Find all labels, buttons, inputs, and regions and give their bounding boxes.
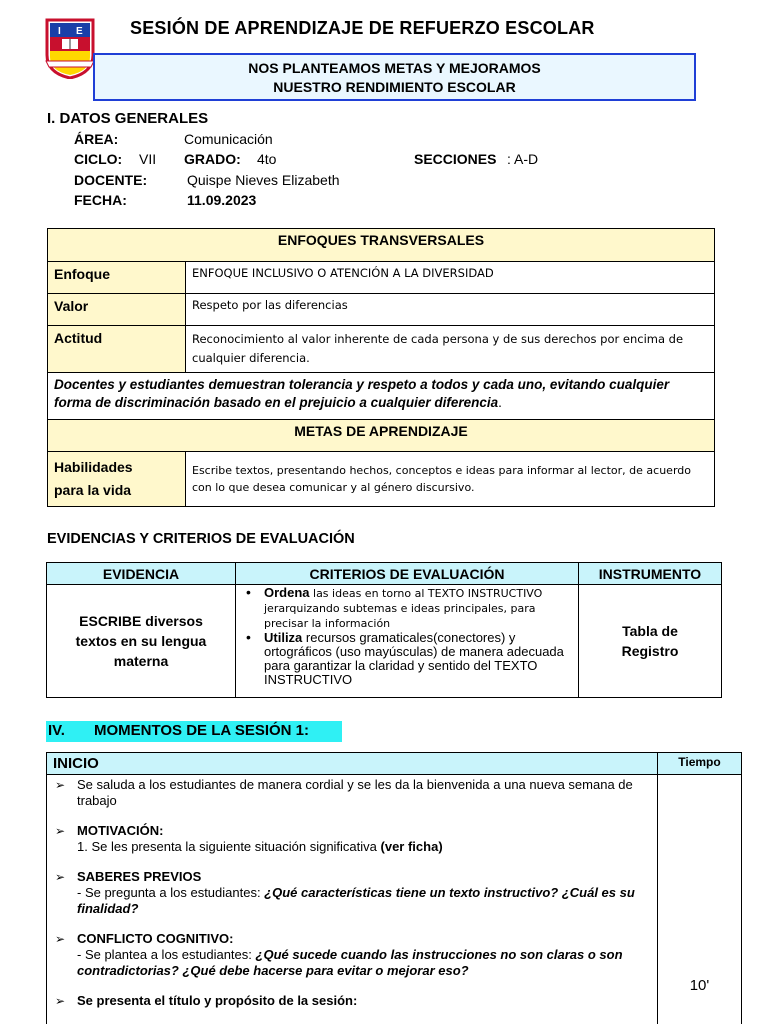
banner-line-2: NUESTRO RENDIMIENTO ESCOLAR bbox=[273, 79, 516, 95]
list-item bbox=[55, 931, 657, 979]
inicio-header: INICIO bbox=[47, 753, 658, 775]
enfoques-header: ENFOQUES TRANSVERSALES bbox=[48, 229, 715, 262]
criterio2-text: recursos gramaticales(conectores) y ortográficos (uso mayúsculas) de manera adecuada para garantizar la claridad y sentido del TEXTO INSTRUCTIVO bbox=[264, 630, 564, 687]
criterios-cell bbox=[236, 585, 579, 698]
docente-value: Quispe Nieves Elizabeth bbox=[187, 172, 340, 188]
saberes-text: - Se pregunta a los estudiantes: bbox=[77, 885, 265, 900]
arrow-bullet-icon: ➢ bbox=[55, 870, 66, 884]
instrumento-line2: Registro bbox=[621, 643, 679, 659]
arrow-bullet-icon: ➢ bbox=[55, 994, 66, 1008]
fecha-value: 11.09.2023 bbox=[187, 192, 257, 208]
session-banner bbox=[93, 53, 696, 101]
valor-text: Respeto por las diferencias bbox=[186, 294, 715, 326]
motivacion-title: MOTIVACIÓN: bbox=[77, 823, 164, 838]
banner-line-1: NOS PLANTEAMOS METAS Y MEJORAMOS bbox=[248, 60, 541, 76]
datos-generales-heading: I. DATOS GENERALES bbox=[47, 110, 209, 127]
conflicto-title: CONFLICTO COGNITIVO: bbox=[77, 931, 234, 946]
list-item bbox=[55, 993, 657, 1009]
evidencia-cell: ESCRIBE diversos textos en su lengua materna bbox=[47, 585, 236, 698]
valor-label: Valor bbox=[48, 294, 186, 326]
motivacion-bold: (ver ficha) bbox=[380, 839, 443, 854]
list-item bbox=[55, 869, 657, 917]
list-item bbox=[55, 823, 657, 855]
col-evidencia: EVIDENCIA bbox=[47, 563, 236, 585]
secciones-label: SECCIONES bbox=[414, 151, 497, 167]
proposito-text: Se presenta el título y propósito de la sesión: bbox=[77, 993, 358, 1008]
metas-header: METAS DE APRENDIZAJE bbox=[48, 420, 715, 452]
arrow-bullet-icon: ➢ bbox=[55, 778, 66, 792]
saberes-title: SABERES PREVIOS bbox=[77, 869, 202, 884]
fecha-label: FECHA: bbox=[74, 192, 127, 208]
tiempo-header: Tiempo bbox=[658, 753, 742, 775]
arrow-bullet-icon: ➢ bbox=[55, 932, 66, 946]
arrow-bullet-icon: ➢ bbox=[55, 824, 66, 838]
grado-value: 4to bbox=[257, 151, 277, 167]
area-label: ÁREA: bbox=[74, 131, 119, 147]
instrumento-line1: Tabla de bbox=[622, 623, 678, 639]
evidencias-table bbox=[46, 562, 722, 698]
enfoque-label: Enfoque bbox=[48, 262, 186, 294]
statement-text: Docentes y estudiantes demuestran tolerancia y respeto a todos y cada uno, evitando cualquier forma de discriminación basado en el prejuicio a cualquier diferencia bbox=[54, 377, 670, 410]
motivacion-text: 1. Se les presenta la siguiente situación significativa bbox=[77, 839, 381, 854]
actitud-text: Reconocimiento al valor inherente de cada persona y de sus derechos por encima de cualquier diferencia. bbox=[186, 326, 715, 373]
col-instrumento: INSTRUMENTO bbox=[579, 563, 722, 585]
momentos-number: IV. bbox=[48, 722, 65, 739]
tiempo-value: 10' bbox=[658, 775, 742, 1024]
svg-text:I: I bbox=[58, 26, 61, 37]
habilidades-label bbox=[48, 452, 186, 507]
evidencias-heading: EVIDENCIAS Y CRITERIOS DE EVALUACIÓN bbox=[47, 531, 355, 547]
docente-label: DOCENTE: bbox=[74, 172, 148, 188]
criterio1-verb: Ordena bbox=[264, 585, 310, 600]
grado-label: GRADO: bbox=[184, 151, 241, 167]
criterio2-verb: Utiliza bbox=[264, 630, 303, 645]
habilidades-label-line2: para la vida bbox=[54, 482, 132, 498]
criterio-item bbox=[240, 586, 574, 631]
school-logo bbox=[44, 17, 96, 79]
conflicto-question: ¿Qué sucede cuando las instrucciones no son claras o son contradictorias? ¿Qué debe hacerse para evitar o mejorar eso? bbox=[77, 947, 623, 978]
saludo-text: Se saluda a los estudiantes de manera cordial y se les da la bienvenida a una nueva semana de trabajo bbox=[77, 777, 633, 808]
habilidades-text: Escribe textos, presentando hechos, conceptos e ideas para informar al lector, de acuerdo con lo que desea comunicar y al género discursivo. bbox=[186, 452, 715, 507]
instrumento-cell bbox=[579, 585, 722, 698]
enfoque-text: ENFOQUE INCLUSIVO O ATENCIÓN A LA DIVERSIDAD bbox=[186, 262, 715, 294]
momentos-title: MOMENTOS DE LA SESIÓN 1: bbox=[94, 722, 310, 739]
ciclo-label: CICLO: bbox=[74, 151, 123, 167]
actitud-label: Actitud bbox=[48, 326, 186, 373]
momentos-heading bbox=[46, 721, 342, 742]
list-item bbox=[55, 777, 657, 809]
secciones-value: : A-D bbox=[507, 151, 539, 167]
ciclo-value: VII bbox=[139, 151, 157, 167]
criterio1-text: las ideas en torno al TEXTO INSTRUCTIVO jerarquizando subtemas e ideas principales, para precisar la información bbox=[264, 587, 543, 630]
habilidades-label-line1: Habilidades bbox=[54, 459, 133, 475]
inicio-table bbox=[46, 752, 742, 1024]
inicio-body bbox=[47, 775, 658, 1024]
conflicto-text: - Se plantea a los estudiantes: bbox=[77, 947, 256, 962]
criterio-item bbox=[240, 631, 574, 687]
saberes-question: ¿Qué características tiene un texto instructivo? ¿Cuál es su finalidad? bbox=[77, 885, 635, 916]
actitud-statement bbox=[48, 373, 715, 420]
col-criterios: CRITERIOS DE EVALUACIÓN bbox=[236, 563, 579, 585]
area-value: Comunicación bbox=[184, 131, 273, 147]
enfoques-table bbox=[47, 228, 715, 507]
svg-text:E: E bbox=[76, 26, 83, 37]
page-title: SESIÓN DE APRENDIZAJE DE REFUERZO ESCOLAR bbox=[130, 18, 595, 38]
statement-end: . bbox=[498, 395, 502, 410]
